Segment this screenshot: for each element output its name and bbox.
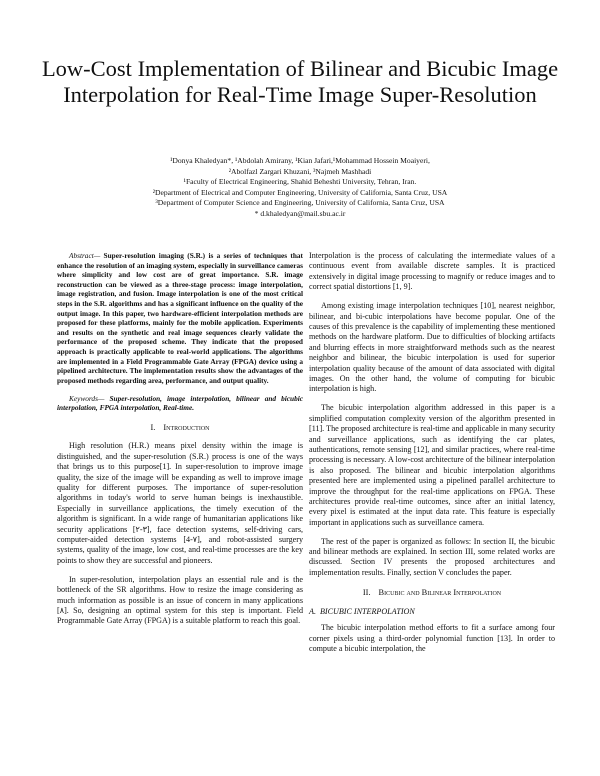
subsection-heading [309,607,555,617]
affiliation-1: ¹Faculty of Electrical Engineering, Shahid Beheshti University, Tehran, Iran. [183,177,417,186]
section-title: Bicubic and Bilinear Interpolation [378,588,502,598]
section-heading-introduction [57,423,303,433]
keywords [57,394,303,413]
author-names-line-2: ²Abolfazl Zargari Khuzani, ³Najmeh Mashhadi [228,166,372,176]
section-heading-bicubic-bilinear [309,588,555,598]
subsection-number: A. [309,606,316,616]
body-paragraph: In super-resolution, interpolation plays an essential rule and is the bottleneck of the SR algorithms. How to resize the image considering as much information as possible is an issue of concern in many applications [٨]. So, designing an optimal system for this step is important. Field Programmable Gate Array (FPGA) is a suitable platform to reach this goal. [57,574,303,626]
body-paragraph: High resolution (H.R.) means pixel density within the image is distinguished, and the super-resolution (S.R.) process is one of the ways that brings us to this purpose[1]. In super-resolution to improve image quality, the size of the image will be expanding as well to improve image quality for different purposes. The importance of super-resolution algorithms in today's world to serve human beings is inexhaustible. Especially in surveillance applications, the timely execution of the algorithm is significant. In a wide range of humanitarian applications like security applications [۲-۳], face detection systems, self-driving cars, computer-aided detection systems [4-۷], and robot-assisted surgery systems, quality of the image, low cost, and real-time processes are the key points to show they are successful and pioneers. [57,441,303,565]
section-title: Introduction [163,423,210,432]
corresponding-email: * d.khaledyan@mail.sbu.ac.ir [254,208,346,218]
affiliation-2: ²Department of Electrical and Computer Engineering, University of California, Santa Cruz, USA [152,187,448,197]
section-number: II. [362,588,371,598]
keywords-text: Super-resolution, image interpolation, bilinear and bicubic interpolation, FPGA interpolation, Real-time. [57,393,303,413]
paper-title: Low-Cost Implementation of Bilinear and Bicubic Image Interpolation for Real-Time Image Super-Resolution [41,56,559,107]
abstract-text: Super-resolution imaging (S.R.) is a series of techniques that enhance the resolution of an imaging system, especially in surveillance cameras where simplicity and low cost are of great importance. S.R. image reconstruction can be viewed as a three-stage process: image interpolation, image registration, and fusion. Image interpolation is one of the most critical steps in the S.R. algorithms and has a significant influence on the quality of the output image. In this paper, two hardware-efficient interpolation methods are proposed for these platforms, mainly for the mobile application. Experiments and results on the synthetic and real image sequences clearly validate the performance of the proposed scheme. They indicate that the proposed approach is practically applicable to real-world applications. The algorithms are implemented in a Field Programmable Gate Array (FPGA) device using a pipelined architecture. The implementation results show the advantages of the proposed methods regarding area, performance, and output quality. [57,251,303,385]
author-names-line-1: ¹Donya Khaledyan*, ¹Abdolah Amirany, ¹Kian Jafari,¹Mohammad Hossein Moaiyeri, [170,156,430,165]
body-paragraph: Among existing image interpolation techniques [10], nearest neighbor, bilinear, and bi-cubic interpolations have become popular. One of the causes of this prevalence is the capability of implementing these mentioned methods on the hardware platform. Due to difficulties of blocking artifacts and blurring effects in more straightforward methods such as the nearest neighbor and bilinear, the bicubic interpolation is used for superior interpolation quality because of the amount of data associated with digital images. On the other hand, the volume of computing for bicubic interpolation is high. [309,301,555,394]
section-number: I. [150,423,156,432]
author-block [90,156,510,219]
left-column [57,251,303,635]
body-paragraph: Interpolation is the process of calculating the intermediate values of a continuous event from available discrete samples. It is practiced extensively in digital image processing to magnify or reduce images and to correct spatial distortions [1, 9]. [309,251,555,292]
subsection-title: BICUBIC INTERPOLATION [319,606,415,616]
abstract-label: Abstract— [69,251,101,260]
keywords-label: Keywords— [69,393,105,403]
affiliation-3: ³Department of Computer Science and Engineering, University of California, Santa Cruz, USA [155,198,445,207]
abstract [57,251,303,385]
right-column [309,251,555,663]
body-paragraph: The bicubic interpolation method efforts to fit a surface among four corner pixels using a third-order polynomial function [13]. In order to compute a bicubic interpolation, the [309,623,555,653]
body-paragraph: The rest of the paper is organized as follows: In section II, the bicubic and bilinear methods are explained. In section III, some related works are discussed. Section IV presents the proposed architectures and implementation results. Finally, section V concludes the paper. [309,536,555,577]
body-paragraph: The bicubic interpolation algorithm addressed in this paper is a simplified computation complexity version of the algorithm presented in [11]. The proposed architecture is real-time and applicable in many security and surveillance applications, such as identifying the car plates, authentications, remote sensing [12], and similar practices, where real-time processing is necessary. A low-cost architecture of the bilinear interpolation is also proposed. The bilinear and bicubic interpolation algorithms presented here are implemented using a pipelined parallel architecture to improve the throughput for the real-time applications on FPGA. These architectures provide real-time outcomes, since after an initial latency, every pixel is estimated at the input data rate. This feature is especially important in applications such as surveillance camera. [309,403,555,527]
